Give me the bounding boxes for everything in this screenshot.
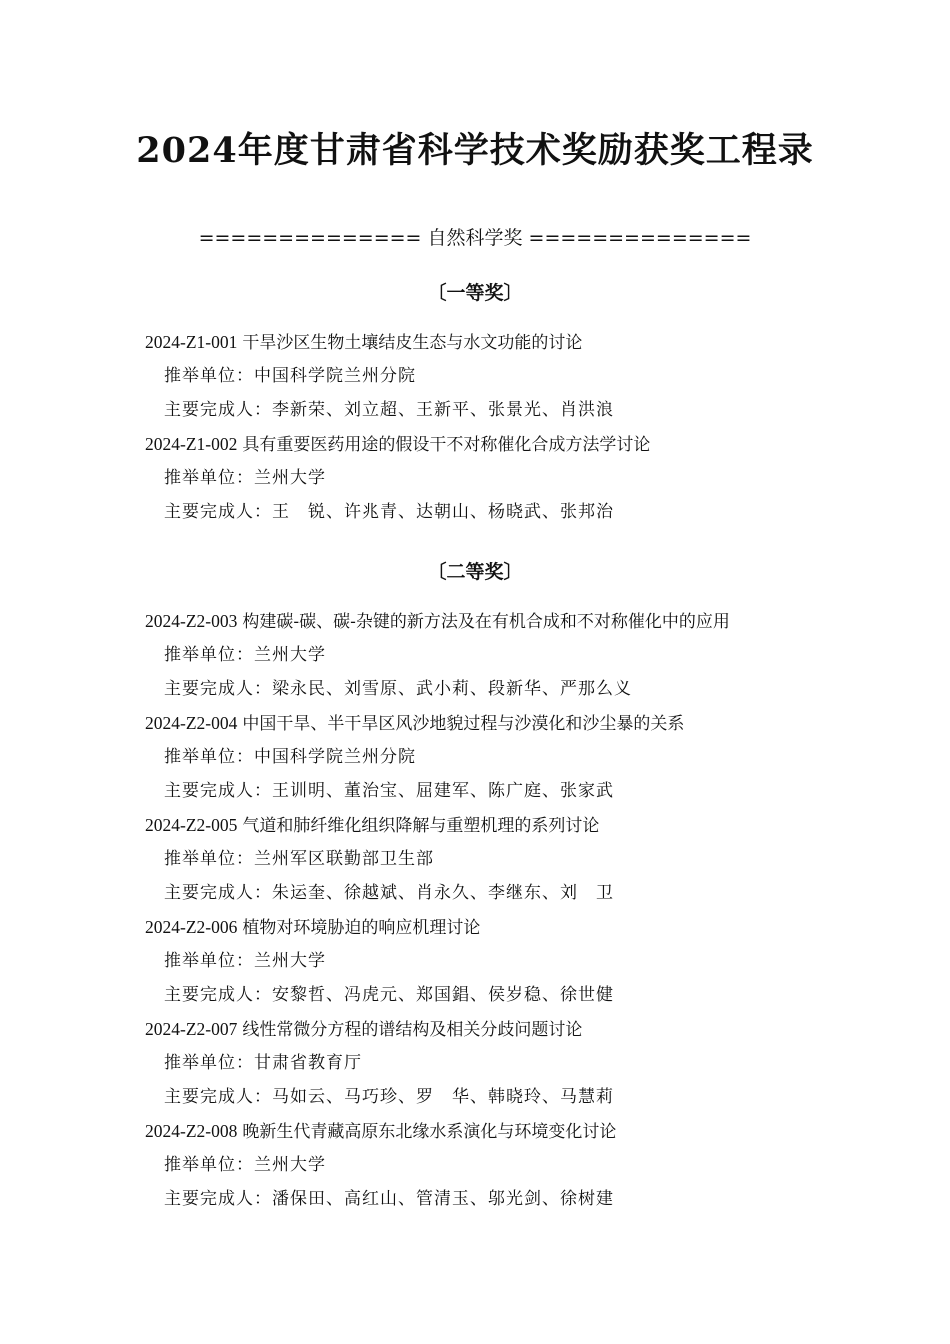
entry-nominator-line bbox=[145, 1046, 865, 1080]
nominator-label: 推举单位： bbox=[164, 1053, 254, 1073]
nominator-label: 推举单位： bbox=[164, 468, 254, 488]
entry-members-line bbox=[145, 876, 865, 910]
members-label: 主要完成人： bbox=[164, 679, 272, 699]
entry-members-line bbox=[145, 774, 865, 808]
members-label: 主要完成人： bbox=[164, 502, 272, 522]
nominator-label: 推举单位： bbox=[164, 366, 254, 386]
grade-heading-second: 〔二等奖〕 bbox=[427, 561, 523, 583]
document-title: 2024年度甘肃省科学技术奖励获奖工程录 bbox=[136, 130, 814, 171]
entry-nominator-line bbox=[145, 1148, 865, 1182]
entry-members: 朱运奎、徐越斌、肖永久、李继东、刘 卫 bbox=[272, 883, 614, 903]
entry-members: 李新荣、刘立超、王新平、张景光、肖洪浪 bbox=[272, 400, 614, 420]
entry-members: 梁永民、刘雪原、武小莉、段新华、严那么义 bbox=[272, 679, 632, 699]
nominator-label: 推举单位： bbox=[164, 747, 254, 767]
entry-code: 2024-Z1-002 bbox=[145, 434, 238, 454]
entry-title-line bbox=[145, 427, 865, 461]
entry-members: 安黎哲、冯虎元、郑国錩、侯岁稳、徐世健 bbox=[272, 985, 614, 1005]
members-label: 主要完成人： bbox=[164, 883, 272, 903]
entry-title: 线性常微分方程的谱结构及相关分歧问题讨论 bbox=[242, 1020, 583, 1040]
entry-title-line bbox=[145, 910, 865, 944]
entry-code: 2024-Z2-007 bbox=[145, 1019, 238, 1039]
entry-nominator-line bbox=[145, 638, 865, 672]
members-label: 主要完成人： bbox=[164, 1087, 272, 1107]
entry-nominator-line bbox=[145, 842, 865, 876]
entry-title: 中国干旱、半干旱区风沙地貌过程与沙漠化和沙尘暴的关系 bbox=[242, 714, 685, 734]
entry-title: 晚新生代青藏高原东北缘水系演化与环境变化讨论 bbox=[242, 1122, 617, 1142]
entry-nominator-line bbox=[145, 359, 865, 393]
members-label: 主要完成人： bbox=[164, 985, 272, 1005]
entry-members: 马如云、马巧珍、罗 华、韩晓玲、马慧莉 bbox=[272, 1087, 614, 1107]
entry-nominator-line bbox=[145, 461, 865, 495]
entry-nominator: 兰州大学 bbox=[254, 645, 326, 665]
entry-title: 干旱沙区生物土壤结皮生态与水文功能的讨论 bbox=[242, 333, 583, 353]
entry-nominator: 中国科学院兰州分院 bbox=[254, 747, 416, 767]
entry-title: 气道和肺纤维化组织降解与重塑机理的系列讨论 bbox=[242, 816, 600, 836]
entry-nominator: 甘肃省教育厅 bbox=[254, 1053, 362, 1073]
entry-members: 王 锐、许兆青、达朝山、杨晓武、张邦治 bbox=[272, 502, 614, 522]
entry-title: 具有重要医药用途的假设干不对称催化合成方法学讨论 bbox=[242, 435, 651, 455]
entry-code: 2024-Z2-005 bbox=[145, 815, 238, 835]
entry-nominator: 兰州军区联勤部卫生部 bbox=[254, 849, 434, 869]
entry-list-second bbox=[145, 604, 865, 1216]
members-label: 主要完成人： bbox=[164, 1189, 272, 1209]
entry-title: 植物对环境胁迫的响应机理讨论 bbox=[242, 918, 481, 938]
entry-code: 2024-Z1-001 bbox=[145, 332, 238, 352]
entry-title-line bbox=[145, 604, 865, 638]
entry-title: 构建碳-碳、碳-杂键的新方法及在有机合成和不对称催化中的应用 bbox=[242, 612, 730, 632]
entry-nominator: 中国科学院兰州分院 bbox=[254, 366, 416, 386]
entry-nominator-line bbox=[145, 740, 865, 774]
entry-members: 潘保田、高红山、管清玉、邬光剑、徐树建 bbox=[272, 1189, 614, 1209]
entry-members-line bbox=[145, 672, 865, 706]
entry-nominator-line bbox=[145, 944, 865, 978]
entry-title-line bbox=[145, 808, 865, 842]
entry-members-line bbox=[145, 978, 865, 1012]
entry-members-line bbox=[145, 1182, 865, 1216]
entry-members-line bbox=[145, 1080, 865, 1114]
entry-title-line bbox=[145, 1114, 865, 1148]
members-label: 主要完成人： bbox=[164, 781, 272, 801]
nominator-label: 推举单位： bbox=[164, 951, 254, 971]
entry-title-line bbox=[145, 325, 865, 359]
nominator-label: 推举单位： bbox=[164, 849, 254, 869]
entry-code: 2024-Z2-006 bbox=[145, 917, 238, 937]
entry-nominator: 兰州大学 bbox=[254, 1155, 326, 1175]
members-label: 主要完成人： bbox=[164, 400, 272, 420]
nominator-label: 推举单位： bbox=[164, 645, 254, 665]
entry-members: 王训明、董治宝、屈建军、陈广庭、张家武 bbox=[272, 781, 614, 801]
entry-code: 2024-Z2-008 bbox=[145, 1121, 238, 1141]
entry-title-line bbox=[145, 1012, 865, 1046]
award-category-heading: ============== 自然科学奖 ============== bbox=[198, 227, 752, 249]
nominator-label: 推举单位： bbox=[164, 1155, 254, 1175]
entry-list-first bbox=[145, 325, 865, 529]
entry-nominator: 兰州大学 bbox=[254, 468, 326, 488]
entry-members-line bbox=[145, 495, 865, 529]
entry-code: 2024-Z2-004 bbox=[145, 713, 238, 733]
grade-heading-first: 〔一等奖〕 bbox=[427, 282, 523, 304]
entry-nominator: 兰州大学 bbox=[254, 951, 326, 971]
entry-members-line bbox=[145, 393, 865, 427]
entry-title-line bbox=[145, 706, 865, 740]
entry-code: 2024-Z2-003 bbox=[145, 611, 238, 631]
